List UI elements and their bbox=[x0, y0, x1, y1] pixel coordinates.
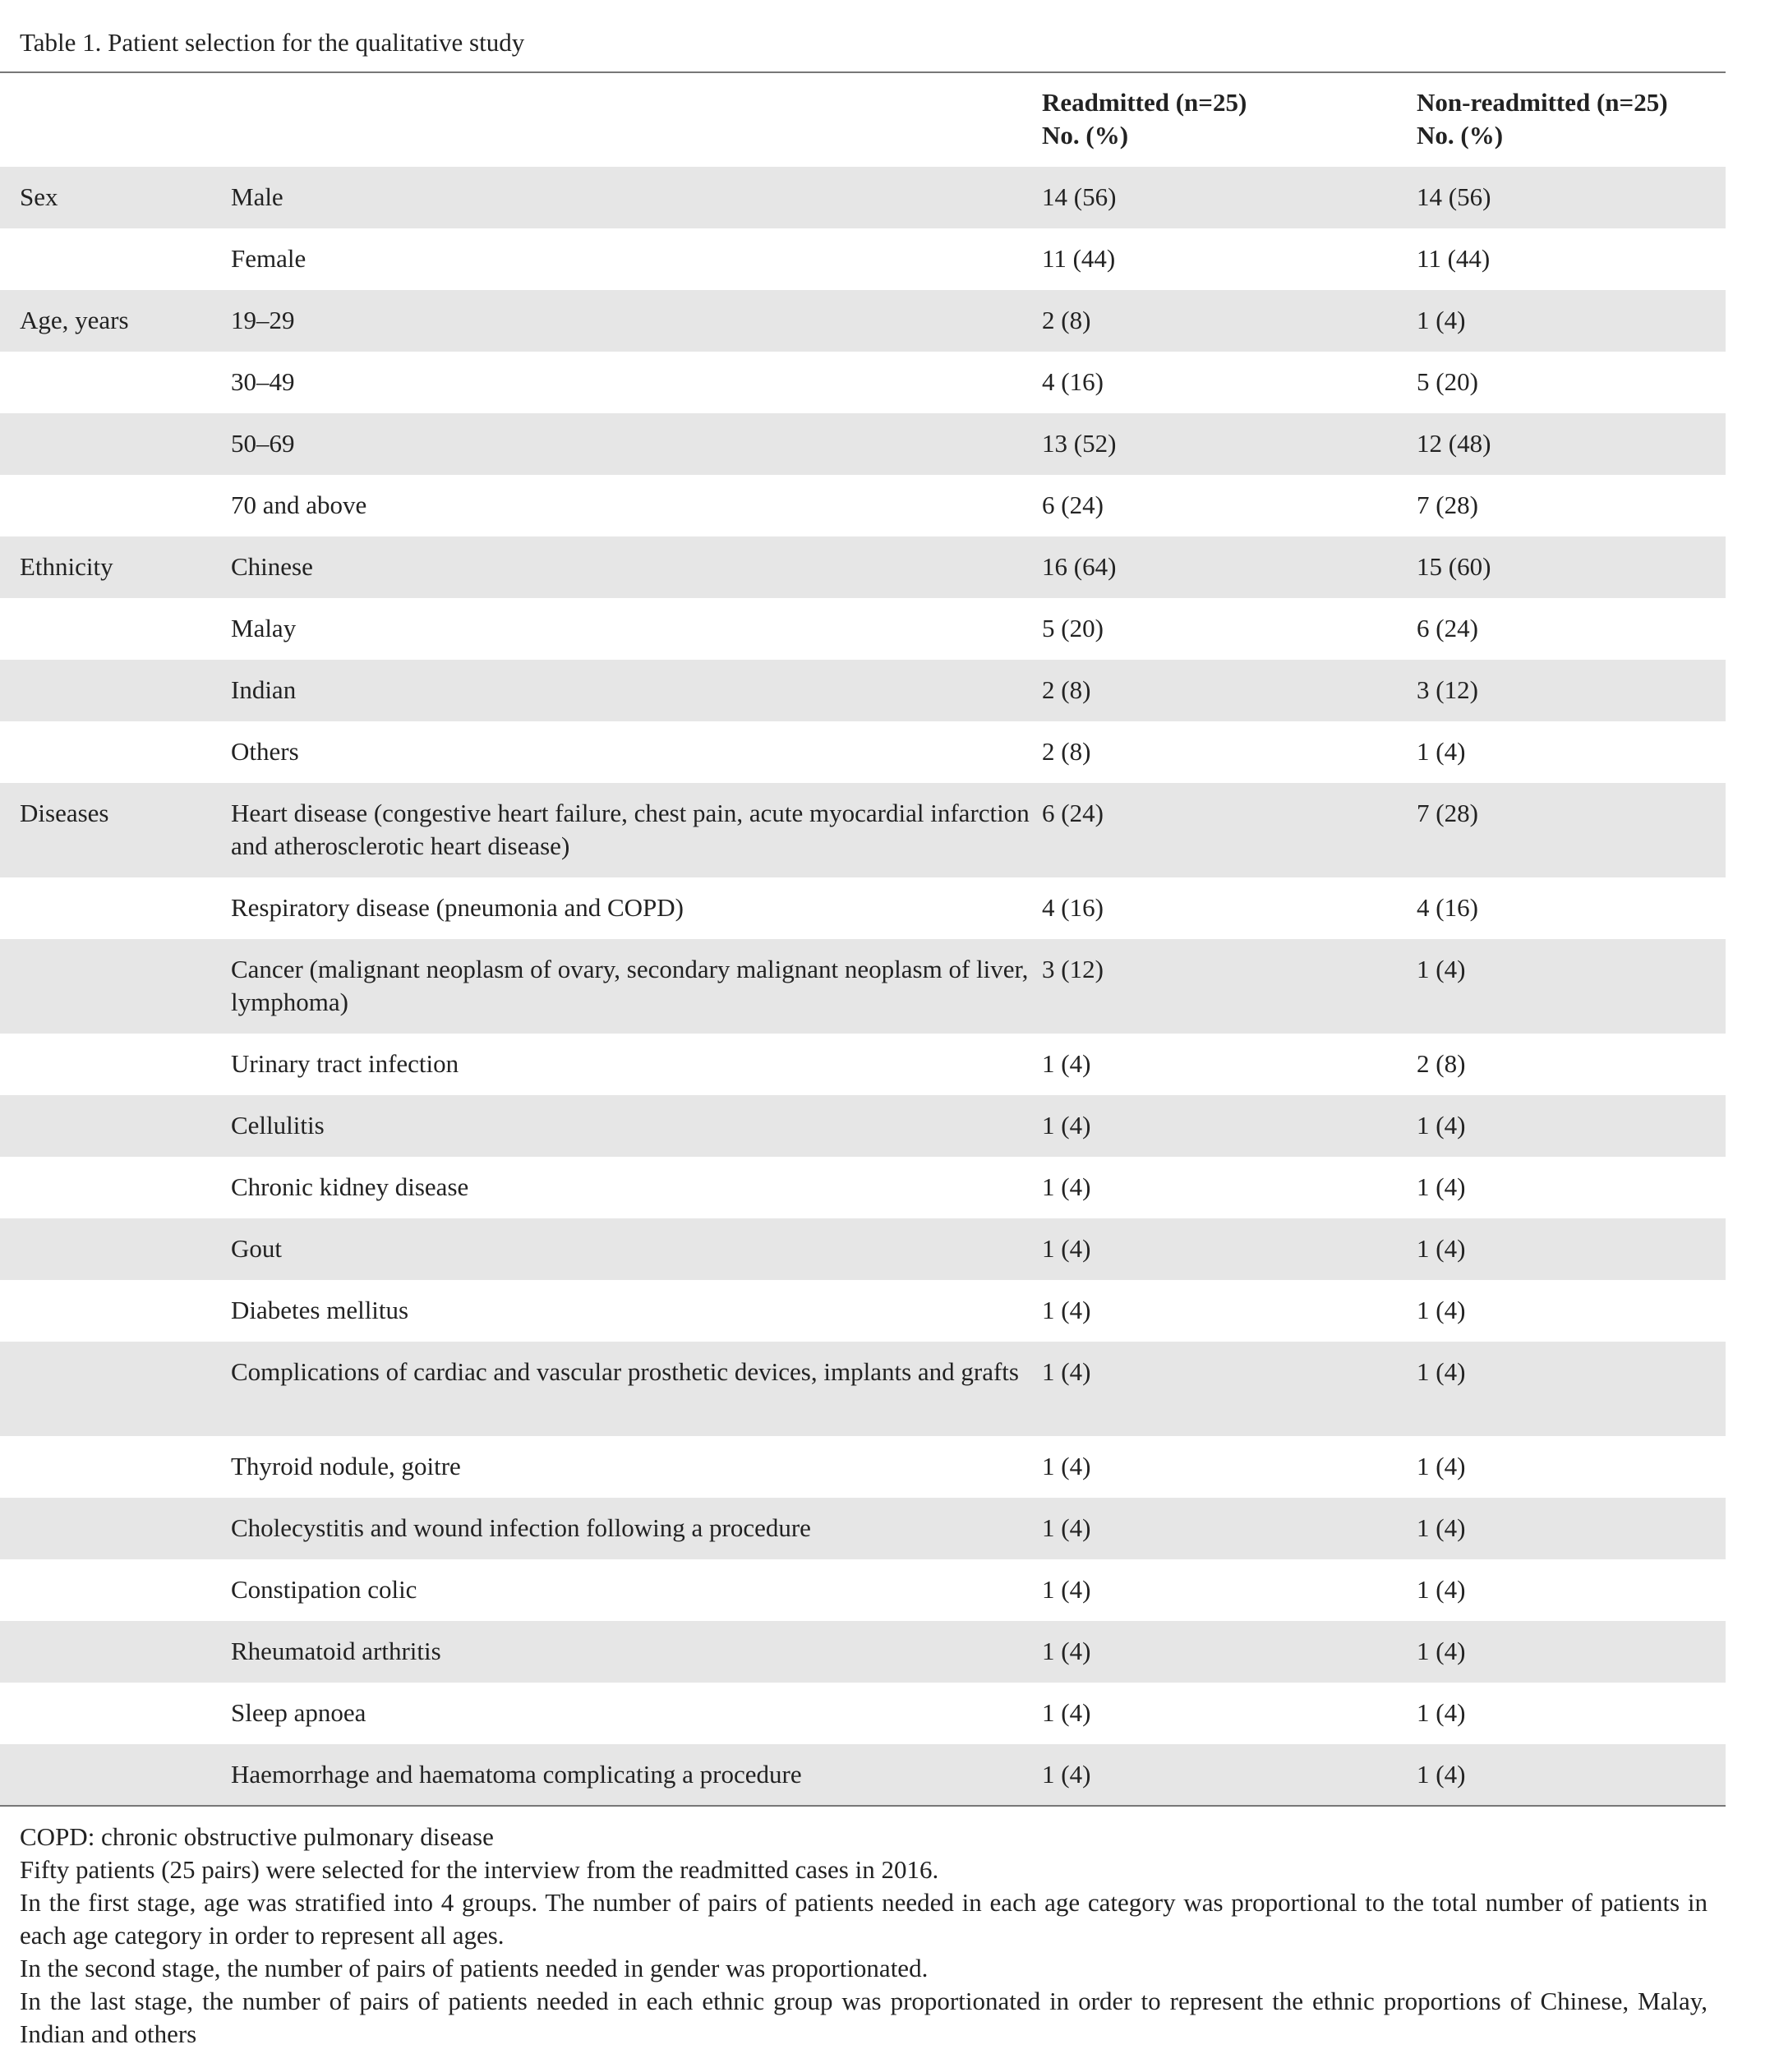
readmitted-value-cell: 1 (4) bbox=[1042, 1172, 1091, 1201]
row-group-cell: Sex bbox=[0, 167, 231, 228]
readmitted-value-cell: 2 (8) bbox=[1042, 660, 1417, 721]
row-group-cell bbox=[0, 1034, 231, 1095]
row-item-cell: Heart disease (congestive heart failure, chest pain, acute myocardial infarction and atherosclerotic heart disease) bbox=[231, 783, 1042, 877]
readmitted-value-cell: 4 (16) bbox=[1042, 893, 1104, 922]
readmitted-value-cell: 1 (4) bbox=[1042, 1575, 1091, 1604]
readmitted-value-cell: 3 (12) bbox=[1042, 939, 1417, 1034]
row-item-cell: Diabetes mellitus bbox=[231, 1296, 409, 1324]
footnote: In the second stage, the number of pairs of patients needed in gender was proportionated. bbox=[20, 1954, 929, 1982]
non-readmitted-value-cell: 1 (4) bbox=[1417, 290, 1726, 352]
header-readmitted-unit: No. (%) bbox=[1042, 121, 1129, 150]
table-row bbox=[0, 1218, 1726, 1280]
non-readmitted-value-cell: 1 (4) bbox=[1417, 1744, 1726, 1806]
non-readmitted-value-cell: 1 (4) bbox=[1417, 1498, 1726, 1559]
table-row bbox=[0, 660, 1726, 721]
readmitted-value-cell: 1 (4) bbox=[1042, 1621, 1417, 1683]
row-item-cell: Sleep apnoea bbox=[231, 1698, 366, 1727]
non-readmitted-value-cell: 1 (4) bbox=[1417, 1095, 1726, 1157]
table-row bbox=[0, 475, 1726, 536]
non-readmitted-value-cell: 12 (48) bbox=[1417, 413, 1726, 475]
readmitted-value-cell: 11 (44) bbox=[1042, 244, 1116, 273]
row-item-cell: Chinese bbox=[231, 536, 1042, 598]
non-readmitted-value-cell: 1 (4) bbox=[1417, 737, 1466, 766]
table-row bbox=[0, 1034, 1726, 1095]
header-readmitted-title: Readmitted (n=25) bbox=[1042, 88, 1247, 117]
header-non-readmitted bbox=[1417, 73, 1726, 167]
readmitted-value-cell: 1 (4) bbox=[1042, 1095, 1417, 1157]
row-item-cell: Haemorrhage and haematoma complicating a procedure bbox=[231, 1744, 1042, 1806]
header-empty-cell-2 bbox=[231, 73, 1042, 167]
table-row bbox=[0, 598, 1726, 660]
table-row bbox=[0, 783, 1726, 877]
row-item-cell: Rheumatoid arthritis bbox=[231, 1621, 1042, 1683]
table-row bbox=[0, 352, 1726, 413]
row-group-cell bbox=[0, 1280, 231, 1342]
row-group-cell bbox=[0, 1559, 231, 1621]
non-readmitted-value-cell: 1 (4) bbox=[1417, 1296, 1466, 1324]
row-item-cell: 50–69 bbox=[231, 413, 1042, 475]
row-group-cell bbox=[0, 877, 231, 939]
header-non-readmitted-unit: No. (%) bbox=[1417, 121, 1504, 150]
table-row bbox=[0, 1683, 1726, 1744]
table-row bbox=[0, 1744, 1726, 1806]
readmitted-value-cell: 4 (16) bbox=[1042, 367, 1104, 396]
non-readmitted-value-cell: 15 (60) bbox=[1417, 536, 1726, 598]
row-item-cell: Constipation colic bbox=[231, 1575, 417, 1604]
readmitted-value-cell: 5 (20) bbox=[1042, 614, 1104, 642]
readmitted-value-cell: 1 (4) bbox=[1042, 1744, 1417, 1806]
table-row bbox=[0, 1280, 1726, 1342]
non-readmitted-value-cell: 1 (4) bbox=[1417, 1621, 1726, 1683]
row-group-cell bbox=[0, 352, 231, 413]
row-item-cell: 70 and above bbox=[231, 490, 367, 519]
header-row bbox=[0, 73, 1726, 167]
row-group-cell bbox=[0, 660, 231, 721]
non-readmitted-value-cell: 3 (12) bbox=[1417, 660, 1726, 721]
header-non-readmitted-title: Non-readmitted (n=25) bbox=[1417, 88, 1668, 117]
table-row bbox=[0, 877, 1726, 939]
readmitted-value-cell: 1 (4) bbox=[1042, 1698, 1091, 1727]
readmitted-value-cell: 6 (24) bbox=[1042, 490, 1104, 519]
header-empty-cell-1 bbox=[0, 73, 231, 167]
table-footnotes bbox=[20, 1821, 1708, 2051]
readmitted-value-cell: 16 (64) bbox=[1042, 536, 1417, 598]
row-group-cell bbox=[0, 598, 231, 660]
table-row bbox=[0, 1436, 1726, 1498]
table-row bbox=[0, 939, 1726, 1034]
readmitted-value-cell: 1 (4) bbox=[1042, 1452, 1091, 1480]
footnote: Fifty patients (25 pairs) were selected for the interview from the readmitted cases in 2016. bbox=[20, 1855, 939, 1884]
readmitted-value-cell: 1 (4) bbox=[1042, 1342, 1417, 1436]
row-group-cell bbox=[0, 1744, 231, 1806]
non-readmitted-value-cell: 2 (8) bbox=[1417, 1049, 1466, 1078]
table-bottom-rule bbox=[0, 1805, 1726, 1807]
footnote: In the last stage, the number of pairs of patients needed in each ethnic group was proportionated in order to represent the ethnic proportions of Chinese, Malay, Indian and others bbox=[20, 1987, 1708, 2048]
row-group-cell bbox=[0, 1683, 231, 1744]
table-row bbox=[0, 1498, 1726, 1559]
non-readmitted-value-cell: 6 (24) bbox=[1417, 614, 1478, 642]
non-readmitted-value-cell: 1 (4) bbox=[1417, 1218, 1726, 1280]
row-group-cell: Age, years bbox=[0, 290, 231, 352]
non-readmitted-value-cell: 1 (4) bbox=[1417, 1172, 1466, 1201]
row-item-cell: Gout bbox=[231, 1218, 1042, 1280]
row-group-cell bbox=[0, 1498, 231, 1559]
table-row bbox=[0, 290, 1726, 352]
table-row bbox=[0, 1559, 1726, 1621]
table-row bbox=[0, 413, 1726, 475]
table-body bbox=[0, 167, 1726, 1806]
row-group-cell bbox=[0, 721, 231, 783]
non-readmitted-value-cell: 1 (4) bbox=[1417, 1698, 1466, 1727]
row-group-cell bbox=[0, 413, 231, 475]
table-row bbox=[0, 1095, 1726, 1157]
header-readmitted bbox=[1042, 73, 1417, 167]
row-item-cell: 19–29 bbox=[231, 290, 1042, 352]
table-row bbox=[0, 1621, 1726, 1683]
readmitted-value-cell: 1 (4) bbox=[1042, 1498, 1417, 1559]
table-caption: Table 1. Patient selection for the qualitative study bbox=[20, 28, 525, 57]
non-readmitted-value-cell: 7 (28) bbox=[1417, 783, 1726, 877]
row-item-cell: Chronic kidney disease bbox=[231, 1172, 469, 1201]
non-readmitted-value-cell: 4 (16) bbox=[1417, 893, 1478, 922]
non-readmitted-value-cell: 1 (4) bbox=[1417, 939, 1726, 1034]
non-readmitted-value-cell: 11 (44) bbox=[1417, 244, 1491, 273]
non-readmitted-value-cell: 1 (4) bbox=[1417, 1575, 1466, 1604]
row-item-cell: Complications of cardiac and vascular prosthetic devices, implants and grafts bbox=[231, 1342, 1042, 1436]
footnote: COPD: chronic obstructive pulmonary disease bbox=[20, 1822, 494, 1851]
readmitted-value-cell: 2 (8) bbox=[1042, 290, 1417, 352]
row-group-cell bbox=[0, 475, 231, 536]
readmitted-value-cell: 13 (52) bbox=[1042, 413, 1417, 475]
table-row bbox=[0, 1342, 1726, 1436]
non-readmitted-value-cell: 14 (56) bbox=[1417, 167, 1726, 228]
readmitted-value-cell: 1 (4) bbox=[1042, 1296, 1091, 1324]
row-item-cell: Cellulitis bbox=[231, 1095, 1042, 1157]
row-group-cell: Ethnicity bbox=[0, 536, 231, 598]
row-item-cell: Thyroid nodule, goitre bbox=[231, 1452, 461, 1480]
row-item-cell: Indian bbox=[231, 660, 1042, 721]
readmitted-value-cell: 14 (56) bbox=[1042, 167, 1417, 228]
non-readmitted-value-cell: 1 (4) bbox=[1417, 1342, 1726, 1436]
readmitted-value-cell: 1 (4) bbox=[1042, 1049, 1091, 1078]
row-item-cell: Male bbox=[231, 167, 1042, 228]
row-item-cell: Malay bbox=[231, 614, 297, 642]
table-row bbox=[0, 228, 1726, 290]
table-header bbox=[0, 73, 1726, 167]
non-readmitted-value-cell: 7 (28) bbox=[1417, 490, 1478, 519]
row-item-cell: Urinary tract infection bbox=[231, 1049, 459, 1078]
row-group-cell bbox=[0, 1621, 231, 1683]
readmitted-value-cell: 2 (8) bbox=[1042, 737, 1091, 766]
readmitted-value-cell: 6 (24) bbox=[1042, 783, 1417, 877]
non-readmitted-value-cell: 1 (4) bbox=[1417, 1452, 1466, 1480]
row-group-cell bbox=[0, 1436, 231, 1498]
table-row bbox=[0, 536, 1726, 598]
row-item-cell: Cholecystitis and wound infection following a procedure bbox=[231, 1498, 1042, 1559]
non-readmitted-value-cell: 5 (20) bbox=[1417, 367, 1478, 396]
row-group-cell: Diseases bbox=[0, 783, 231, 877]
row-item-cell: Others bbox=[231, 737, 299, 766]
row-group-cell bbox=[0, 1342, 231, 1436]
footnote: In the first stage, age was stratified into 4 groups. The number of pairs of patients needed in each age category was proportional to the total number of patients in each age category in order to represent all ages. bbox=[20, 1888, 1708, 1950]
table-row bbox=[0, 721, 1726, 783]
row-item-cell: Cancer (malignant neoplasm of ovary, secondary malignant neoplasm of liver, lymphoma) bbox=[231, 939, 1042, 1034]
table-row bbox=[0, 167, 1726, 228]
table-row bbox=[0, 1157, 1726, 1218]
row-group-cell bbox=[0, 939, 231, 1034]
row-group-cell bbox=[0, 1095, 231, 1157]
patient-selection-table bbox=[0, 73, 1726, 1806]
row-group-cell bbox=[0, 1157, 231, 1218]
row-item-cell: Female bbox=[231, 244, 306, 273]
row-group-cell bbox=[0, 1218, 231, 1280]
row-group-cell bbox=[0, 228, 231, 290]
row-item-cell: 30–49 bbox=[231, 367, 295, 396]
row-item-cell: Respiratory disease (pneumonia and COPD) bbox=[231, 893, 684, 922]
readmitted-value-cell: 1 (4) bbox=[1042, 1218, 1417, 1280]
